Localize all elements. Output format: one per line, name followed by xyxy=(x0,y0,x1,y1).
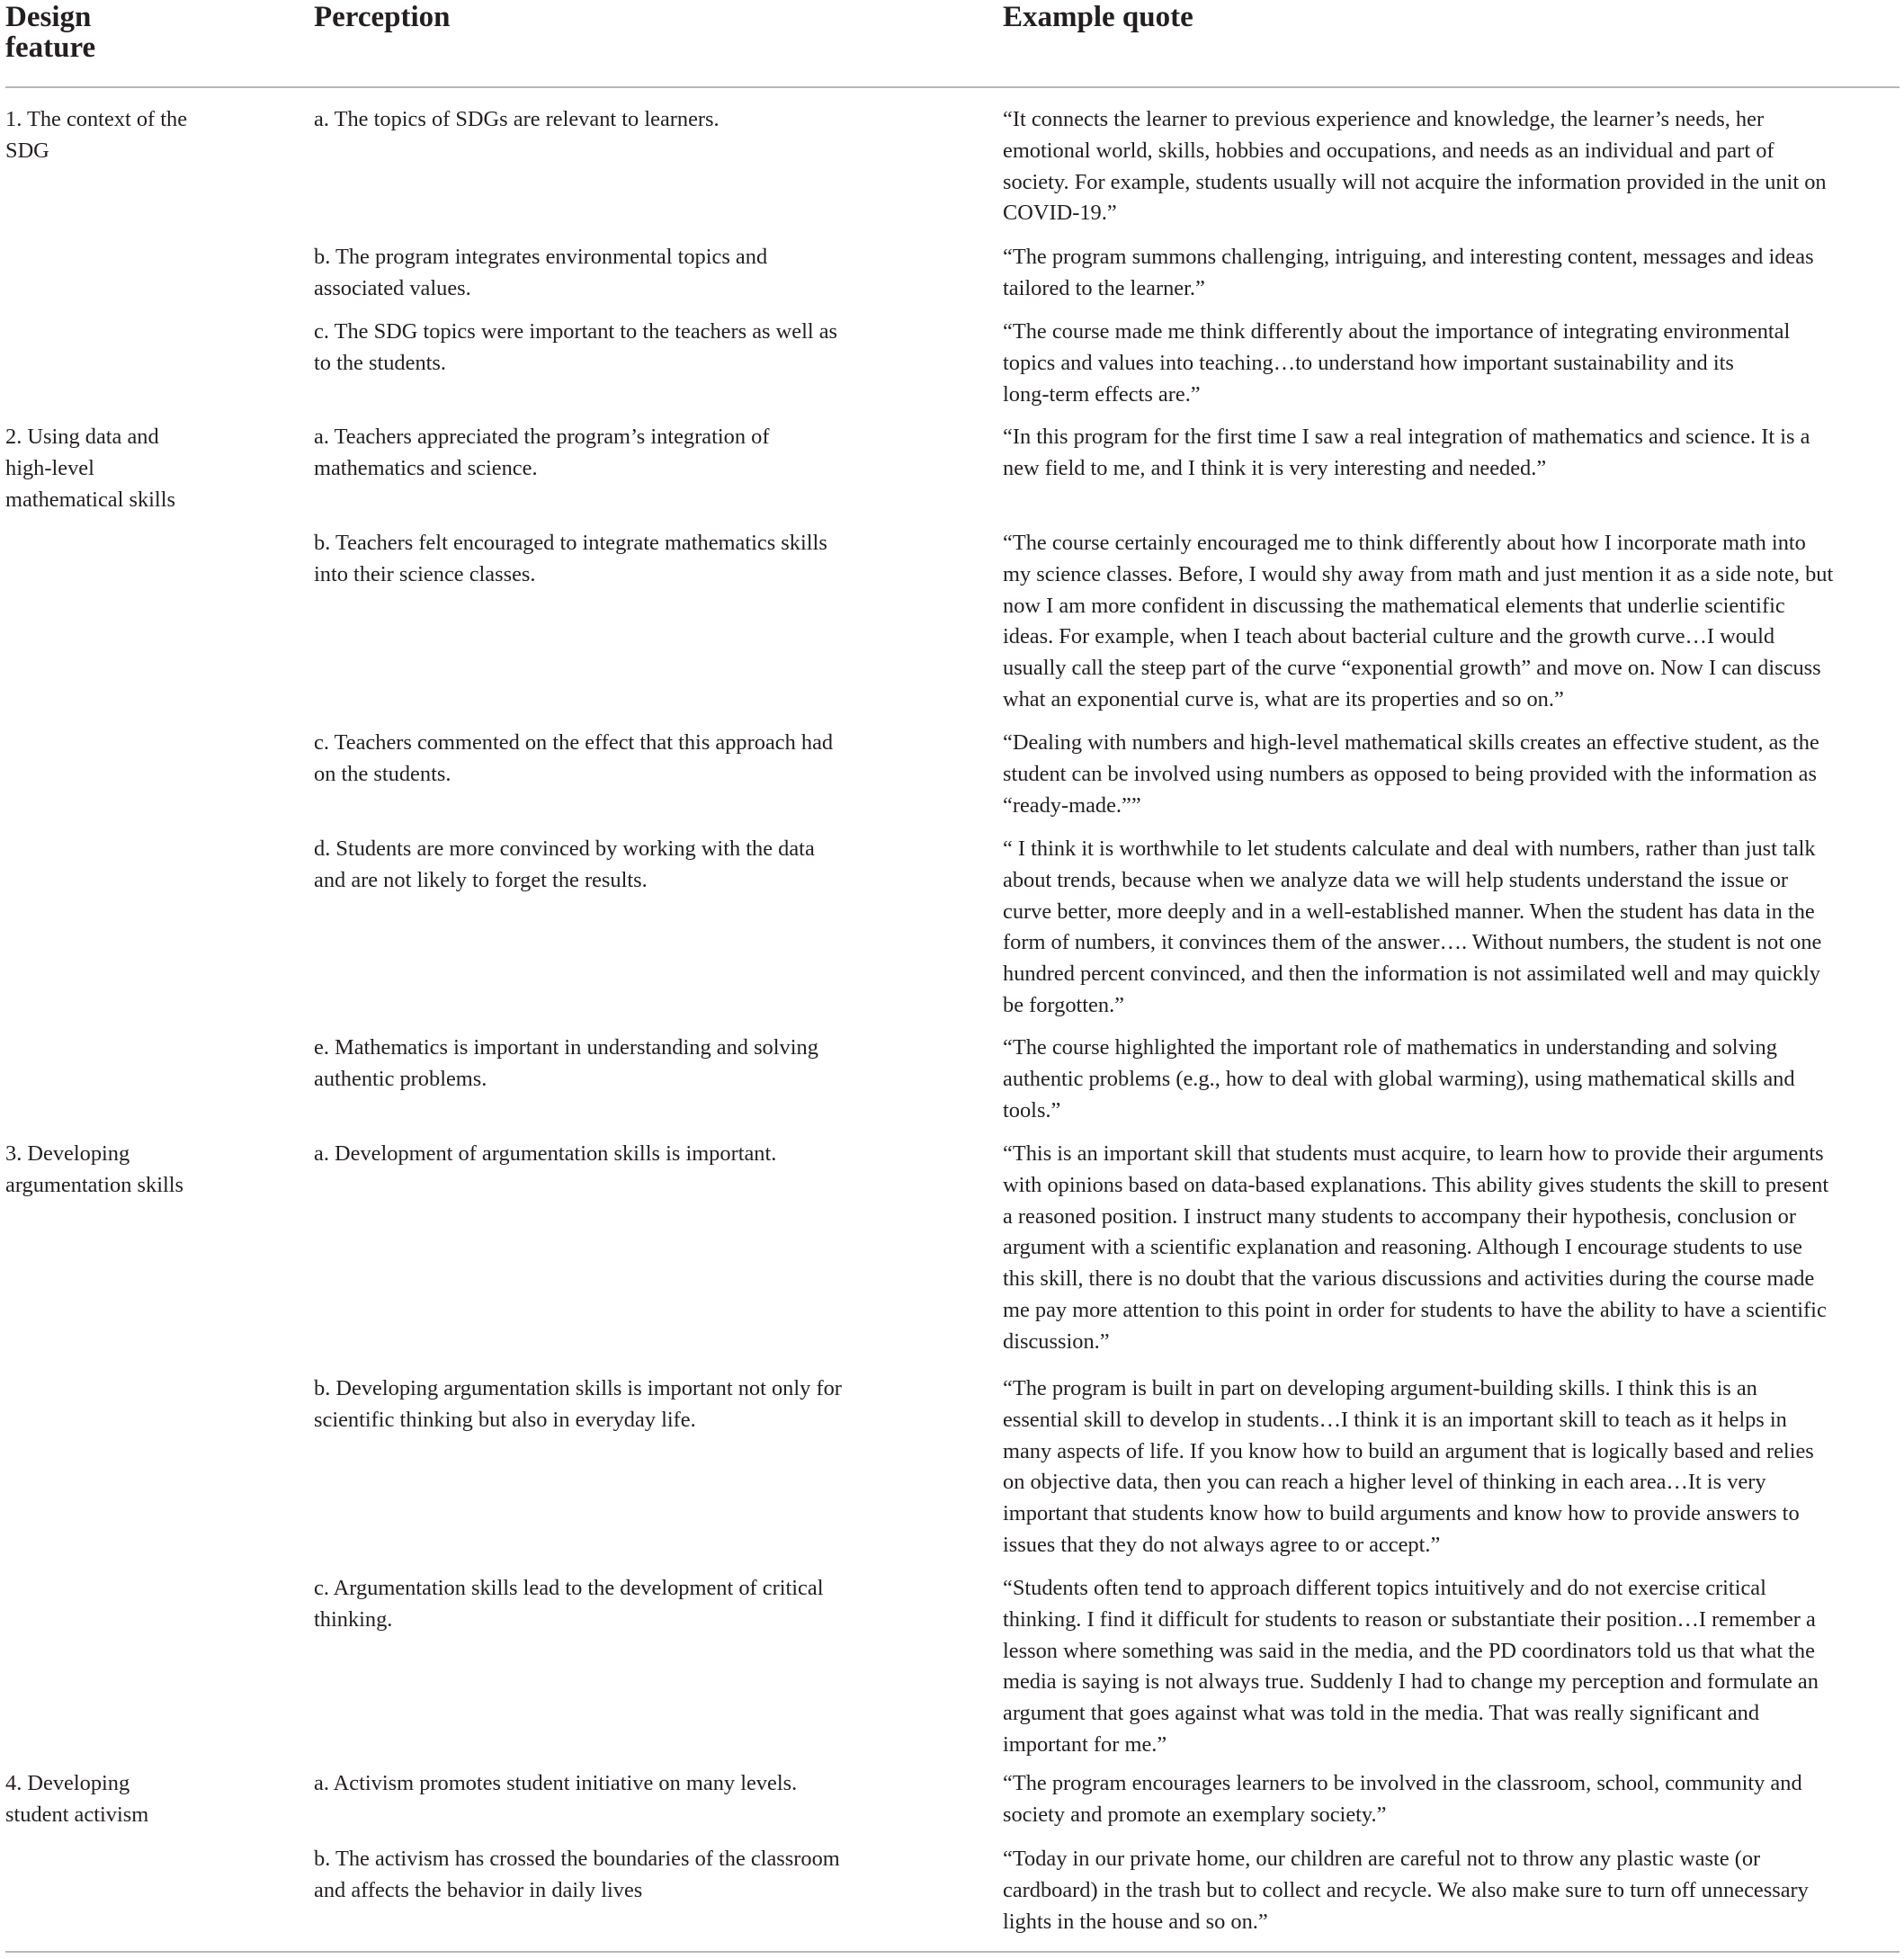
header-perception: Perception xyxy=(314,1,451,33)
feature-2: 2. Using data and high-level mathematical skills xyxy=(5,425,175,512)
quote-cell: “Dealing with numbers and high-level mathematical skills creates an effective student, as the student can be involved using numbers as opposed to being provided with the information as “ready-made.”” xyxy=(1003,730,1819,818)
perception-cell: a. Activism promotes student initiative on many levels. xyxy=(314,1771,798,1795)
perception-cell: c. Teachers commented on the effect that this approach had on the students. xyxy=(314,730,834,786)
quote-cell: “ I think it is worthwhile to let students calculate and deal with numbers, rather than just talk about trends, because when we analyze data we will help students understand the issue or curve better, more deeply and in a well-established manner. When the student has data in the form of numbers, it convinces them of the answer…. Without numbers, the student is not one hundred percent convinced, and then the information is not assimilated well and may quickly be forgotten.” xyxy=(1003,836,1822,1017)
perception-cell: a. The topics of SDGs are relevant to learners. xyxy=(314,107,720,131)
quote-cell: “The course highlighted the important role of mathematics in understanding and solving authentic problems (e.g., how to deal with global warming), using mathematical skills and tools.” xyxy=(1003,1035,1795,1123)
header-design-feature: Design feature xyxy=(5,1,96,64)
perception-cell: b. Teachers felt encouraged to integrate mathematics skills into their science classes. xyxy=(314,531,827,586)
feature-1: 1. The context of the SDG xyxy=(5,107,188,163)
header-example-quote: Example quote xyxy=(1003,1,1193,33)
quote-cell: “It connects the learner to previous experience and knowledge, the learner’s needs, her emotional world, skills, hobbies and occupations, and needs as an individual and part of society. For example, students usually will not acquire the information provided in the unit on COVID-19.” xyxy=(1003,107,1827,226)
quote-cell: “This is an important skill that students must acquire, to learn how to provide their arguments with opinions based on data-based explanations. This ability gives students the skill to present a reasoned position. I instruct many students to accompany their hypothesis, conclusion or argument with a scientific explanation and reasoning. Although I encourage students to use this skill, there is no doubt that the various discussions and activities during the course made me pay more attention to this point in order for students to have the ability to have a scientific discussion.” xyxy=(1003,1141,1829,1354)
quote-cell: “The program is built in part on developing argument-building skills. I think this is an essential skill to develop in students…I think it is an important skill to teach as it helps in many aspects of life. If you know how to build an argument that is logically based and relies on objective data, then you can reach a higher level of thinking in each area…It is very important that students know how to build arguments and know how to provide answers to issues that they do not always agree to or accept.” xyxy=(1003,1376,1814,1557)
quote-cell: “The program summons challenging, intriguing, and interesting content, messages and ideas tailored to the learner.” xyxy=(1003,245,1814,300)
perception-cell: c. Argumentation skills lead to the development of critical thinking. xyxy=(314,1576,824,1632)
perception-cell: b. The program integrates environmental topics and associated values. xyxy=(314,245,768,300)
perception-cell: b. The activism has crossed the boundaries of the classroom and affects the behavior in daily lives xyxy=(314,1847,840,1902)
perception-cell: a. Development of argumentation skills is important. xyxy=(314,1141,777,1166)
table-header xyxy=(5,0,1900,88)
table-bottom-rule xyxy=(5,1951,1900,1953)
perception-cell: a. Teachers appreciated the program’s integration of mathematics and science. xyxy=(314,425,770,480)
quote-cell: “In this program for the first time I saw a real integration of mathematics and science. It is a new field to me, and I think it is very interesting and needed.” xyxy=(1003,425,1810,480)
quote-cell: “Today in our private home, our children are careful not to throw any plastic waste (or cardboard) in the trash but to collect and recycle. We also make sure to turn off unnecessary lights in the house and so on.” xyxy=(1003,1847,1809,1934)
feature-4: 4. Developing student activism xyxy=(5,1771,149,1827)
quote-cell: “The program encourages learners to be involved in the classroom, school, community and society and promote an exemplary society.” xyxy=(1003,1771,1802,1827)
perception-cell: c. The SDG topics were important to the teachers as well as to the students. xyxy=(314,319,838,375)
quote-cell: “The course certainly encouraged me to think differently about how I incorporate math into my science classes. Before, I would shy away from math and just mention it as a side note, but now I am more confident in discussing the mathematical elements that underlie scientific ideas. For example, when I teach about bacterial culture and the growth curve…I would usually call the steep part of the curve “exponential growth” and move on. Now I can discuss what an exponential curve is, what are its properties and so on.” xyxy=(1003,531,1834,711)
quote-cell: “Students often tend to approach different topics intuitively and do not exercise critical thinking. I find it difficult for students to reason or substantiate their position…I remember a lesson where something was said in the media, and the PD coordinators told us that what the media is saying is not always true. Suddenly I had to change my perception and formulate an argument that goes against what was told in the media. That was really significant and important for me.” xyxy=(1003,1576,1819,1757)
feature-3: 3. Developing argumentation skills xyxy=(5,1141,184,1197)
quote-cell: “The course made me think differently about the importance of integrating environmental topics and values into teaching…to understand how important sustainability and its long-term effects are.” xyxy=(1003,319,1791,407)
perception-cell: d. Students are more convinced by working with the data and are not likely to forget the results. xyxy=(314,836,815,892)
perception-cell: b. Developing argumentation skills is important not only for scientific thinking but also in everyday life. xyxy=(314,1376,842,1432)
perception-cell: e. Mathematics is important in understanding and solving authentic problems. xyxy=(314,1035,818,1091)
